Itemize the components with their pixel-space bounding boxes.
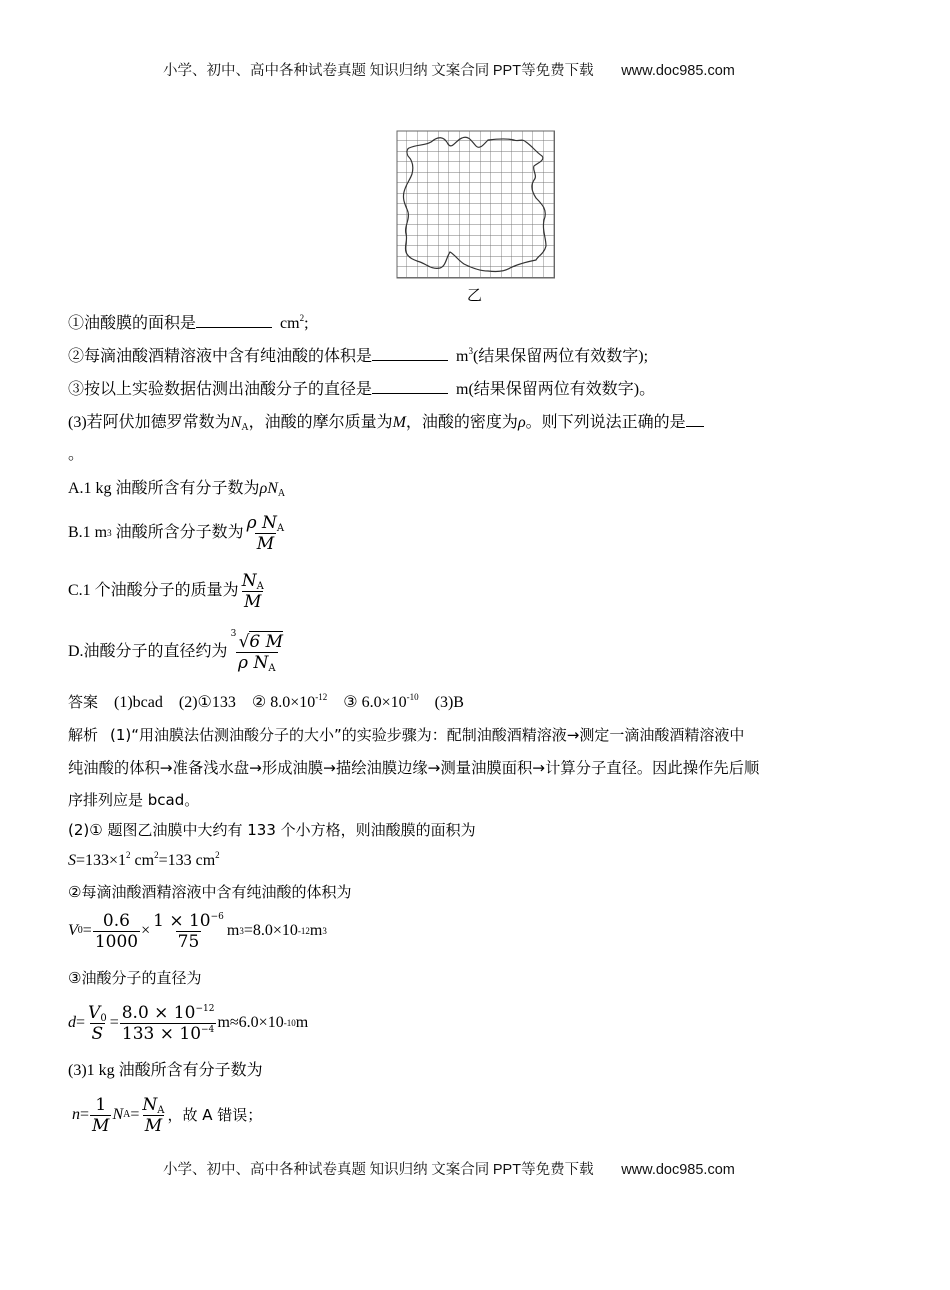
symbol-V0: V xyxy=(68,922,78,939)
exponent: 2 xyxy=(215,850,220,860)
header-text: 小学、初中、高中各种试卷真题 知识归纳 文案合同 xyxy=(163,63,490,79)
numerator: N xyxy=(142,1094,158,1115)
analysis-line-8: ③油酸分子的直径为 xyxy=(68,969,202,987)
times: × xyxy=(141,922,151,939)
fraction-NA-over-M xyxy=(140,1095,166,1136)
answer-part-2-3: ③ 6.0×10 xyxy=(343,694,407,711)
diameter-equation: d = $\frac{V_0}{S}$ = $\frac{8.0 \times 10^{-12}}{133 \times 10^{-4}}$ m≈6.0×10 -10 m xyxy=(68,1002,309,1044)
fraction-cuberoot-6M-over-rhoNA: 3 √6 M ρ $N_A$ xyxy=(230,628,284,674)
subscript: A xyxy=(256,580,264,592)
option-b[interactable]: B.1 m 3 油酸所含分子数为 $\frac{\rho N_A}{M}$ xyxy=(68,512,285,554)
question-text: ，油酸的摩尔质量为 xyxy=(248,414,393,431)
unit: m xyxy=(456,381,469,398)
equals: = xyxy=(109,1014,119,1031)
footer-text: 小学、初中、高中各种试卷真题 知识归纳 文案合同 xyxy=(163,1162,490,1178)
symbol-d: d xyxy=(68,1014,76,1031)
subscript: A xyxy=(157,1104,165,1116)
numerator: 8.0 × 10 xyxy=(121,1002,196,1023)
denominator: S xyxy=(91,1023,104,1044)
option-text: B.1 m xyxy=(68,524,108,541)
answer-blank[interactable] xyxy=(372,379,448,394)
result: m≈6.0×10 xyxy=(217,1014,284,1031)
footer-ppt: PPT xyxy=(492,1162,522,1178)
equals: = xyxy=(130,1106,140,1123)
question-text: ②每滴油酸酒精溶液中含有纯油酸的体积是 xyxy=(68,348,373,365)
punctuation: ; xyxy=(304,315,309,332)
exponent: 2 xyxy=(154,850,159,860)
numerator: 1 × 10 xyxy=(153,910,211,931)
symbol-M: M xyxy=(392,414,406,431)
fraction-1e-6-over-75 xyxy=(151,911,226,952)
page-header xyxy=(163,59,735,80)
symbol-n: n xyxy=(72,1106,80,1123)
option-text: C.1 个油酸分子的质量为 xyxy=(68,582,239,599)
question-text: ，油酸的密度为 xyxy=(405,414,518,431)
result: =8.0×10 xyxy=(243,922,298,939)
analysis-line-10 xyxy=(68,1061,263,1081)
question-3 xyxy=(68,412,704,433)
subscript: 0 xyxy=(100,1012,107,1024)
header-ppt: PPT xyxy=(492,63,522,79)
header-url[interactable]: www.doc985.com xyxy=(621,63,735,79)
page-footer xyxy=(163,1158,735,1179)
numerator: 1 xyxy=(95,1094,107,1115)
question-text: ③按以上实验数据估测出油酸分子的直径是 xyxy=(68,381,373,398)
analysis-text: (1)“用油膜法估测油酸分子的大小”的实验步骤为：配制油酸酒精溶液→测定一滴油酸酒精溶液中 xyxy=(110,726,745,744)
footer-url[interactable]: www.doc985.com xyxy=(621,1162,735,1178)
equals: = xyxy=(76,1014,86,1031)
answer-part-1: (1)bcad xyxy=(114,694,163,711)
unit: cm xyxy=(280,315,300,332)
equation-text: =133×1 xyxy=(76,852,127,869)
fraction-1-over-M xyxy=(90,1095,111,1136)
equals: = xyxy=(82,922,92,939)
unit-exponent: 2 xyxy=(299,313,305,323)
figure-caption: 乙 xyxy=(467,288,483,304)
subscript: A xyxy=(241,422,249,433)
question-2-3 xyxy=(68,379,655,400)
analysis-line-2: 纯油酸的体积→准备浅水盘→形成油膜→描绘油膜边缘→测量油膜面积→计算分子直径。因此操作先后顺 xyxy=(68,759,760,777)
radical-icon: √ xyxy=(238,631,250,652)
subscript: A xyxy=(268,662,276,674)
unit: m xyxy=(295,1014,309,1031)
numerator: 0.6 xyxy=(102,910,130,931)
analysis-line-6: ②每滴油酸酒精溶液中含有纯油酸的体积为 xyxy=(68,883,352,901)
numerator: ρ N xyxy=(246,512,277,533)
symbol-NA: N xyxy=(112,1106,124,1123)
fraction-rhoNA-over-M xyxy=(245,513,287,554)
unit-exponent: 3 xyxy=(468,346,473,356)
oil-film-grid-diagram xyxy=(396,130,556,282)
question-suffix: (结果保留两位有效数字); xyxy=(472,348,649,365)
fraction-NA-over-M xyxy=(240,571,266,612)
option-text: 油酸所含分子数为 xyxy=(115,524,244,541)
unit: m xyxy=(226,922,240,939)
answer-label: 答案 xyxy=(68,693,99,711)
answer-line xyxy=(68,692,464,713)
analysis-line-1 xyxy=(68,725,744,746)
fraction-0.6-over-1000 xyxy=(93,911,140,952)
symbol-rho: ρ xyxy=(517,414,526,431)
equation-text: =133 cm xyxy=(158,852,216,869)
option-text: A.1 kg 油酸所含有分子数为 xyxy=(68,480,260,497)
area-equation xyxy=(68,851,220,871)
numerator: N xyxy=(241,570,257,591)
footer-text2: 等免费下载 xyxy=(521,1162,594,1178)
answer-part-2-1: (2)①133 xyxy=(178,694,236,711)
answer-blank[interactable] xyxy=(686,412,704,427)
subscript: A xyxy=(276,522,285,534)
question-text: 。则下列说法正确的是 xyxy=(525,414,686,431)
question-2-1 xyxy=(68,313,309,334)
denominator: M xyxy=(256,533,275,554)
unit: m xyxy=(309,922,323,939)
answer-part-3: (3)B xyxy=(434,694,464,711)
symbol-NA: N xyxy=(230,414,242,431)
question-text: (3)若阿伏加德罗常数为 xyxy=(68,414,231,431)
question-2-2 xyxy=(68,346,648,367)
denominator: ρ N xyxy=(238,652,269,673)
question-text: ①油酸膜的面积是 xyxy=(68,315,197,332)
equation-text: cm xyxy=(130,852,155,869)
denominator: 133 × 10 xyxy=(121,1023,202,1044)
answer-part-2-2: ② 8.0×10 xyxy=(251,694,316,711)
exponent: −6 xyxy=(210,911,224,922)
symbol-S: S xyxy=(68,852,76,869)
denominator: M xyxy=(144,1115,163,1136)
analysis-line-4: (2)① 题图乙油膜中大约有 133 个小方格，则油酸膜的面积为 xyxy=(68,821,476,839)
option-a[interactable] xyxy=(68,479,285,499)
denominator: 1000 xyxy=(94,931,139,952)
molecule-count-equation: n = $\frac{1}{M}$ N A = $\frac{N_A}{M}$ ，故 A 错误； xyxy=(72,1094,263,1136)
subscript: A xyxy=(277,488,286,499)
oil-film-grid-figure xyxy=(396,130,556,282)
denominator: M xyxy=(92,1115,110,1136)
denominator: 75 xyxy=(177,931,200,952)
question-suffix: (结果保留两位有效数字)。 xyxy=(468,381,656,398)
denominator: M xyxy=(244,591,262,612)
option-text: D.油酸分子的直径约为 xyxy=(68,643,228,660)
exponent: −4 xyxy=(201,1024,215,1035)
analysis-label: 解析 xyxy=(68,726,99,744)
exponent: −12 xyxy=(195,1003,215,1014)
unit: m xyxy=(456,348,469,365)
fraction-8e-12-over-133e-4 xyxy=(120,1003,217,1044)
analysis-line-3: 序排列应是 bcad。 xyxy=(68,791,200,809)
header-text2: 等免费下载 xyxy=(521,63,594,79)
option-c[interactable] xyxy=(68,568,267,614)
numerator: V xyxy=(88,1002,101,1023)
answer-blank[interactable] xyxy=(196,313,272,328)
answer-blank[interactable] xyxy=(372,346,448,361)
volume-equation: V 0 = $\frac{0.6}{1000}$ × $\frac{1 \times 10^{-6}}{75}$ m 3 =8.0×10 -12 m 3 xyxy=(68,910,327,952)
analysis-text: ，故 A 错误； xyxy=(167,1106,263,1124)
fraction-V0-over-S xyxy=(86,1003,109,1044)
question-3-end: 。 xyxy=(68,446,85,463)
equals: = xyxy=(80,1106,90,1123)
exponent: -12 xyxy=(315,692,328,702)
exponent: 2 xyxy=(126,850,131,860)
analysis-text: (3)1 kg 油酸所含有分子数为 xyxy=(68,1062,263,1079)
option-expression: ρN xyxy=(259,480,278,497)
option-d[interactable] xyxy=(68,627,286,677)
exponent: -10 xyxy=(406,692,419,702)
numerator: 6 M xyxy=(249,631,284,652)
